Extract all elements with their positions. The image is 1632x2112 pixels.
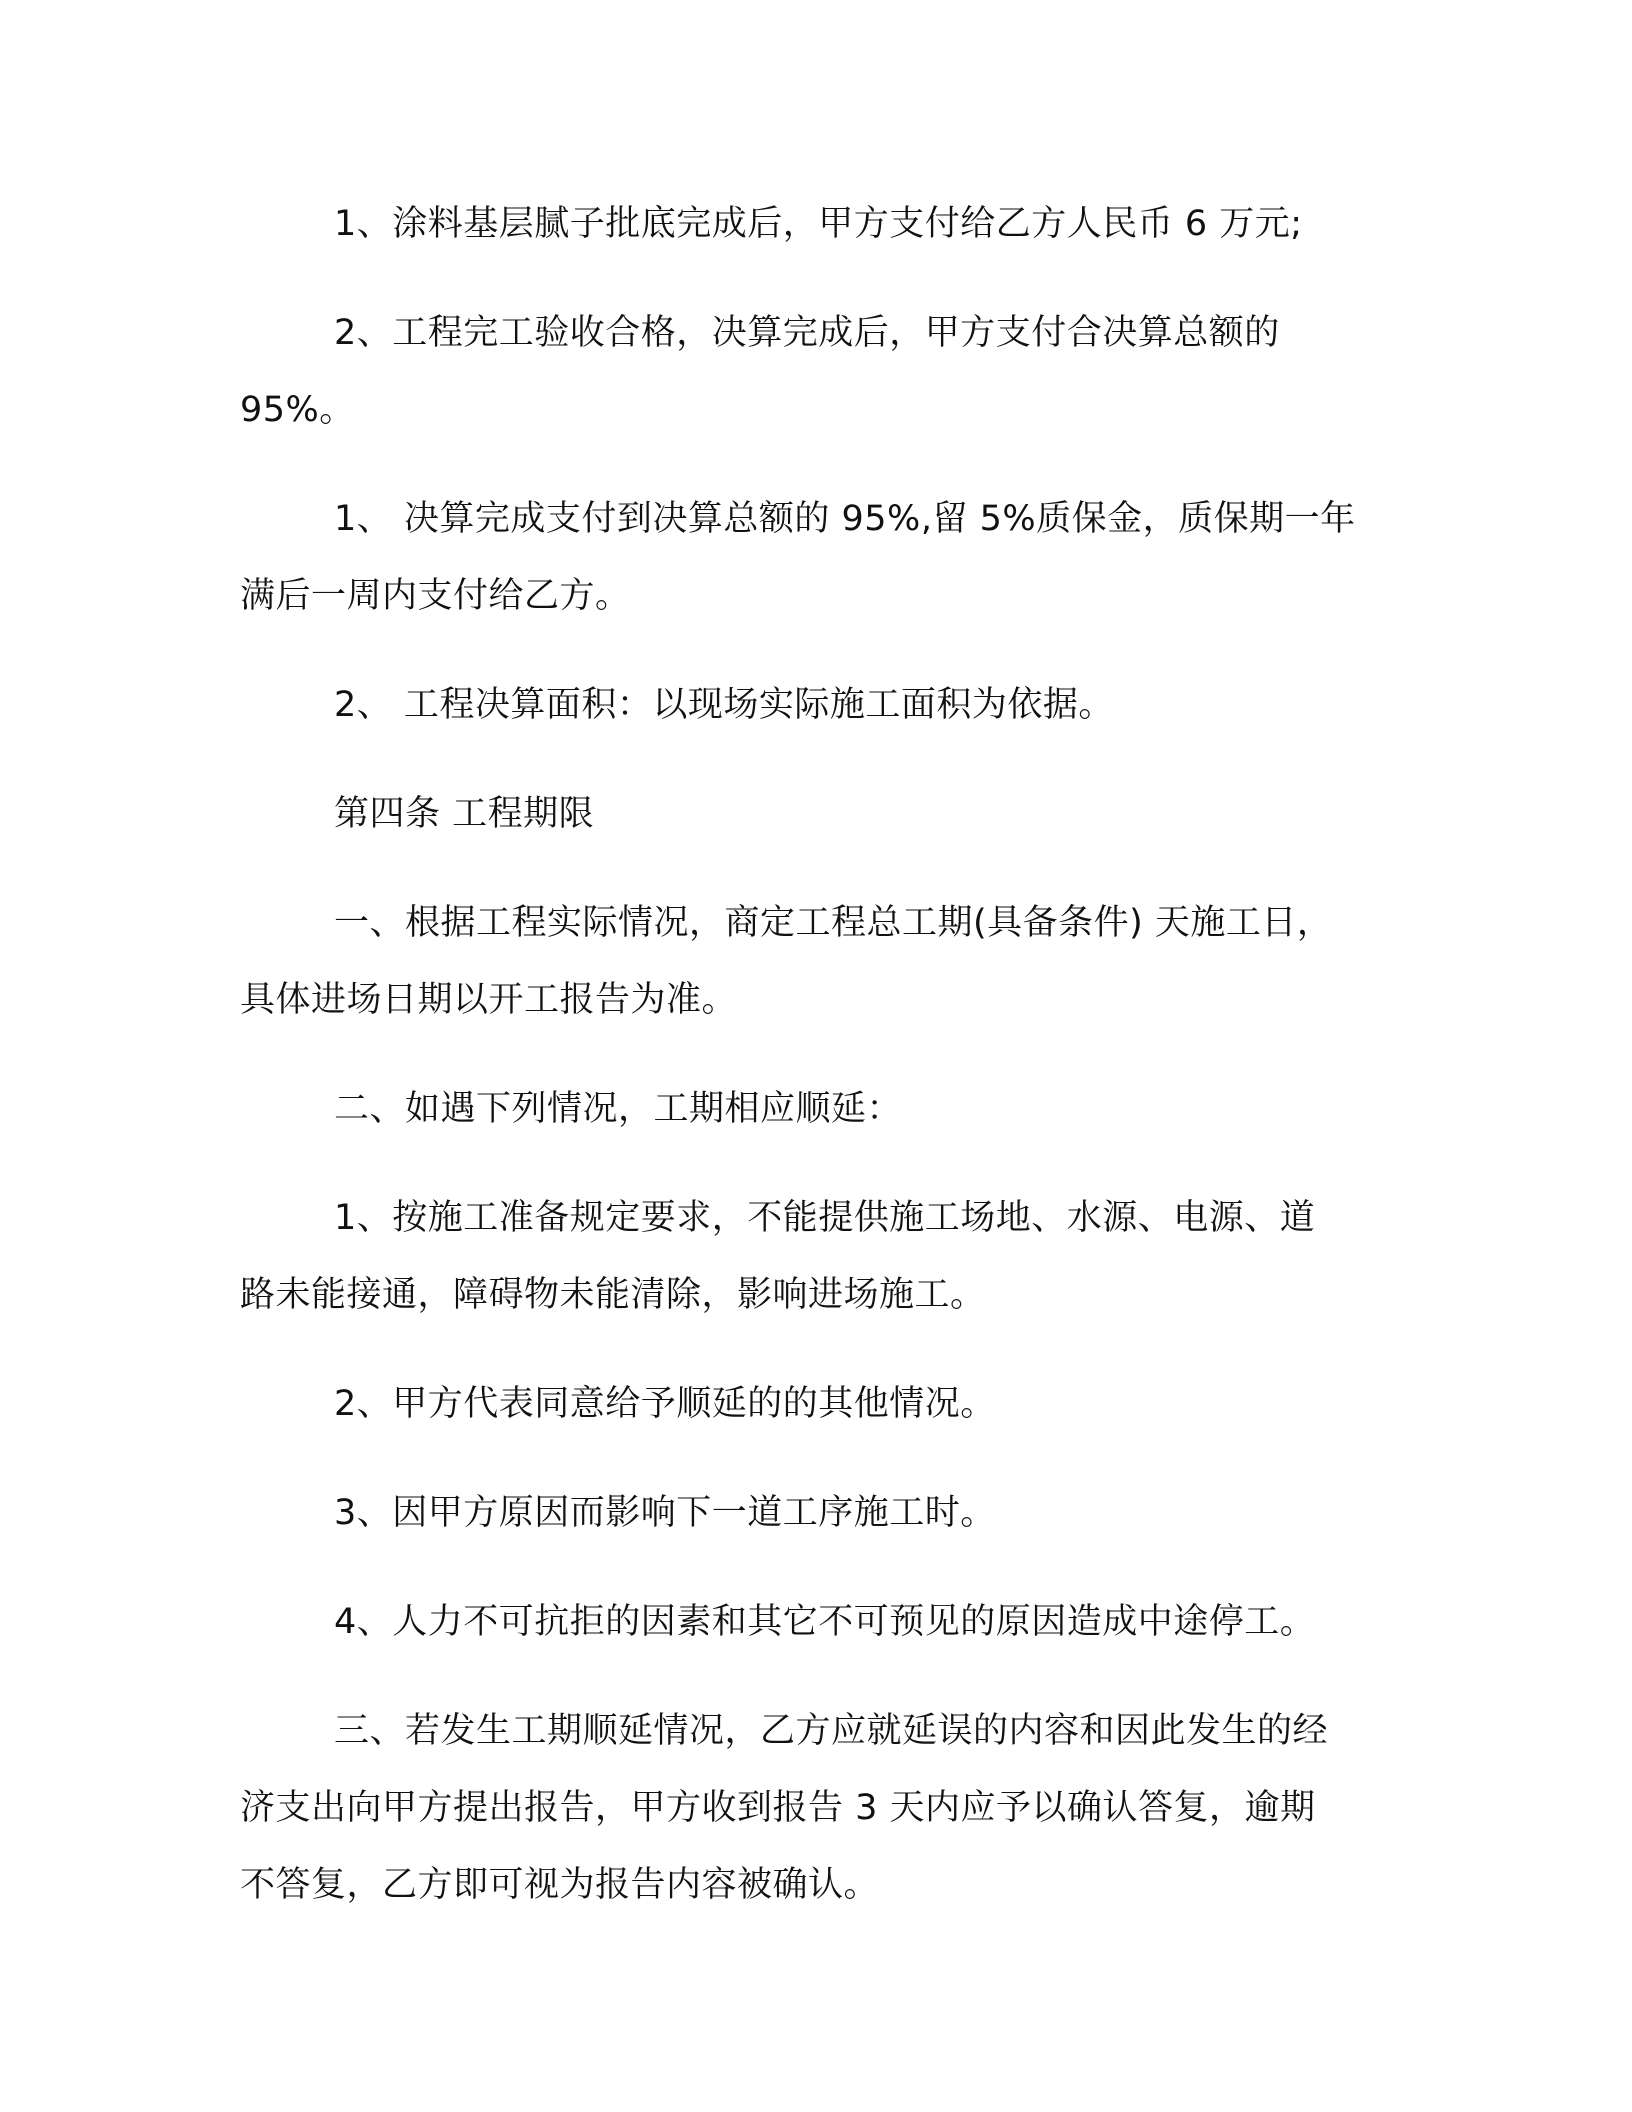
- paragraph-extension-site: [240, 1180, 1390, 1334]
- paragraph-line: 4、人力不可抗拒的因素和其它不可预见的原因造成中途停工。: [334, 1602, 1316, 1642]
- paragraph-line: 路未能接通，障碍物未能清除，影响进场施工。: [240, 1275, 986, 1315]
- paragraph-line: 具体进场日期以开工报告为准。: [240, 980, 738, 1020]
- paragraph-line: 95%。: [240, 390, 355, 430]
- paragraph-line: 满后一周内支付给乙方。: [240, 576, 631, 616]
- paragraph-line: 一、根据工程实际情况，商定工程总工期(具备条件) 天施工日，: [334, 903, 1333, 943]
- paragraph-line: 三、若发生工期顺延情况，乙方应就延误的内容和因此发生的经: [334, 1711, 1329, 1751]
- paragraph-line: 2、甲方代表同意给予顺延的的其他情况。: [334, 1384, 996, 1424]
- paragraph-settlement-area: [240, 667, 1390, 744]
- paragraph-line: 2、工程完工验收合格，决算完成后，甲方支付合决算总额的: [334, 313, 1280, 353]
- paragraph-extension-party-a: [240, 1475, 1390, 1552]
- paragraph-line: 1、涂料基层腻子批底完成后，甲方支付给乙方人民币 6 万元;: [334, 204, 1303, 244]
- paragraph-extension-force-majeure: [240, 1584, 1390, 1661]
- paragraph-extension-report: [240, 1693, 1390, 1924]
- paragraph-line: 不答复，乙方即可视为报告内容被确认。: [240, 1865, 880, 1905]
- paragraph-line: 二、如遇下列情况，工期相应顺延：: [334, 1089, 903, 1129]
- paragraph-line: 1、 决算完成支付到决算总额的 95%,留 5%质保金，质保期一年: [334, 499, 1356, 539]
- paragraph-line: 济支出向甲方提出报告，甲方收到报告 3 天内应予以确认答复，逾期: [240, 1788, 1316, 1828]
- paragraph-line: 2、 工程决算面积：以现场实际施工面积为依据。: [334, 685, 1114, 725]
- paragraph-line: 3、因甲方原因而影响下一道工序施工时。: [334, 1493, 996, 1533]
- paragraph-line: 第四条 工程期限: [334, 794, 595, 834]
- paragraph-extension-intro: [240, 1071, 1390, 1148]
- paragraph-total-duration: [240, 885, 1390, 1039]
- paragraph-payment-putty: [240, 186, 1390, 263]
- paragraph-line: 1、按施工准备规定要求，不能提供施工场地、水源、电源、道: [334, 1198, 1316, 1238]
- document-body: [240, 186, 1390, 1956]
- paragraph-quality-deposit: [240, 481, 1390, 635]
- section-heading-article-four: [240, 776, 1390, 853]
- paragraph-payment-acceptance: [240, 295, 1390, 449]
- paragraph-extension-representative: [240, 1366, 1390, 1443]
